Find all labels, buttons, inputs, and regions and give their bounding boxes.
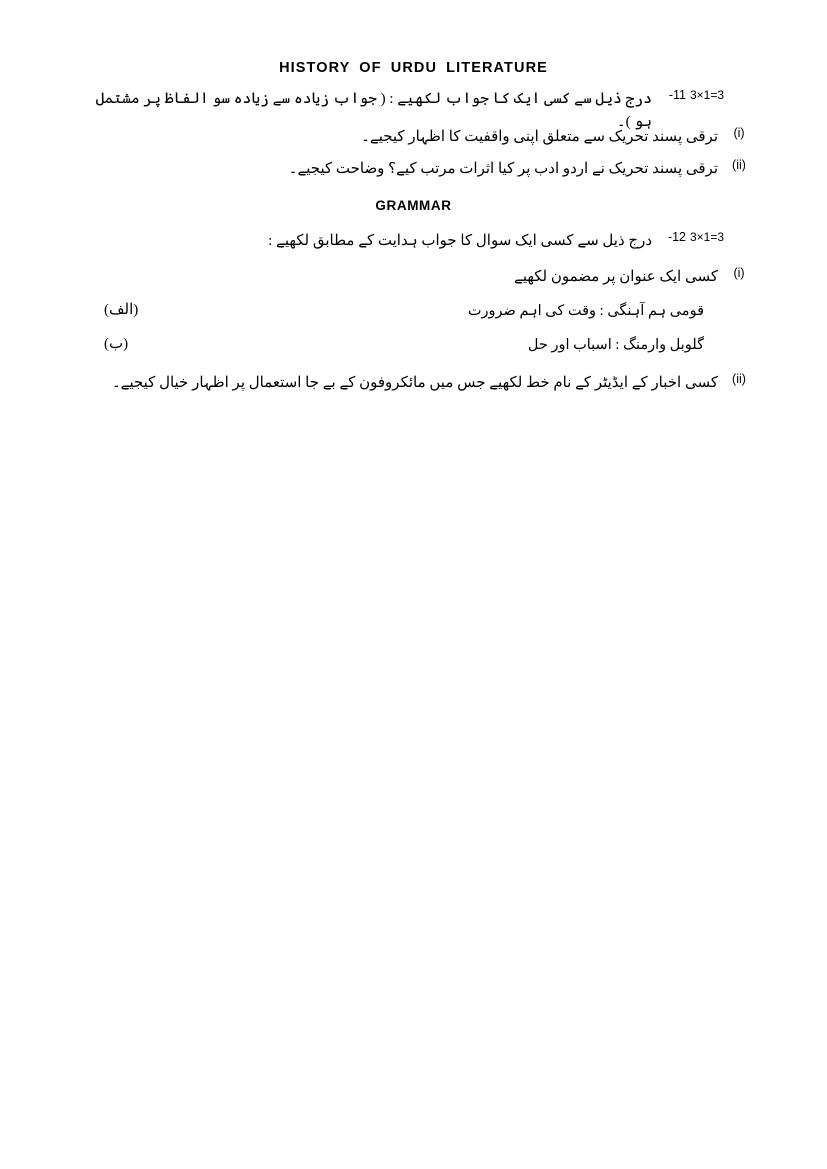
question-11-part-i — [104, 126, 760, 149]
question-12-part-ii-text: کسی اخبار کے ایڈیٹر کے نام خط لکھیے جس میں مائکروفون کے بے جا استعمال پر اظہار خیال کیجیے۔ — [111, 375, 718, 391]
question-11-part-i-label: (i) — [733, 126, 745, 140]
question-12-number: -12 — [667, 230, 686, 244]
question-11-part-ii-text: ترقی پسند تحریک نے اردو ادب پر کیا اثرات مرتب کیے؟ وضاحت کیجیے۔ — [288, 161, 718, 177]
question-12-part-i-option-b — [104, 334, 704, 356]
question-12-part-i-option-a-text: قومی ہم آہنگی : وقت کی اہم ضرورت — [467, 303, 704, 319]
question-12-part-i — [104, 266, 760, 289]
question-12-part-i-label: (i) — [733, 266, 745, 280]
question-12-part-i-option-b-text: گلوبل وارمنگ : اسباب اور حل — [527, 337, 704, 353]
question-12 — [80, 230, 760, 253]
question-11-part-ii — [104, 158, 760, 181]
question-12-part-ii-label: (ii) — [732, 372, 746, 386]
page-title: HISTORY OF URDU LITERATURE — [279, 60, 548, 76]
question-11-number: -11 — [668, 88, 686, 102]
question-12-part-i-text: کسی ایک عنوان پر مضمون لکھیے — [514, 269, 718, 285]
question-12-part-i-option-a — [104, 300, 704, 322]
question-12-text: درج ذیل سے کسی ایک سوال کا جواب ہدایت کے مطابق لکھیے : — [268, 233, 652, 249]
question-12-part-ii — [104, 372, 760, 395]
question-12-part-i-option-a-label: (الف) — [104, 302, 139, 318]
question-12-marks: 3×1=3 — [690, 230, 725, 244]
question-11-marks: 3×1=3 — [690, 88, 725, 102]
question-12-part-i-option-b-label: (ب) — [104, 336, 129, 352]
section-heading-grammar: GRAMMAR — [375, 198, 452, 213]
question-11-text: درج ذیل سے کسی ایک کا جواب لکھیے : ( جواب زیادہ سے زیادہ سو الفاظ پر مشتمل ہو )۔ — [95, 91, 652, 131]
question-11-part-ii-label: (ii) — [732, 158, 746, 172]
question-11-part-i-text: ترقی پسند تحریک سے متعلق اپنی واقفیت کا اظہار کیجیے۔ — [361, 129, 718, 145]
